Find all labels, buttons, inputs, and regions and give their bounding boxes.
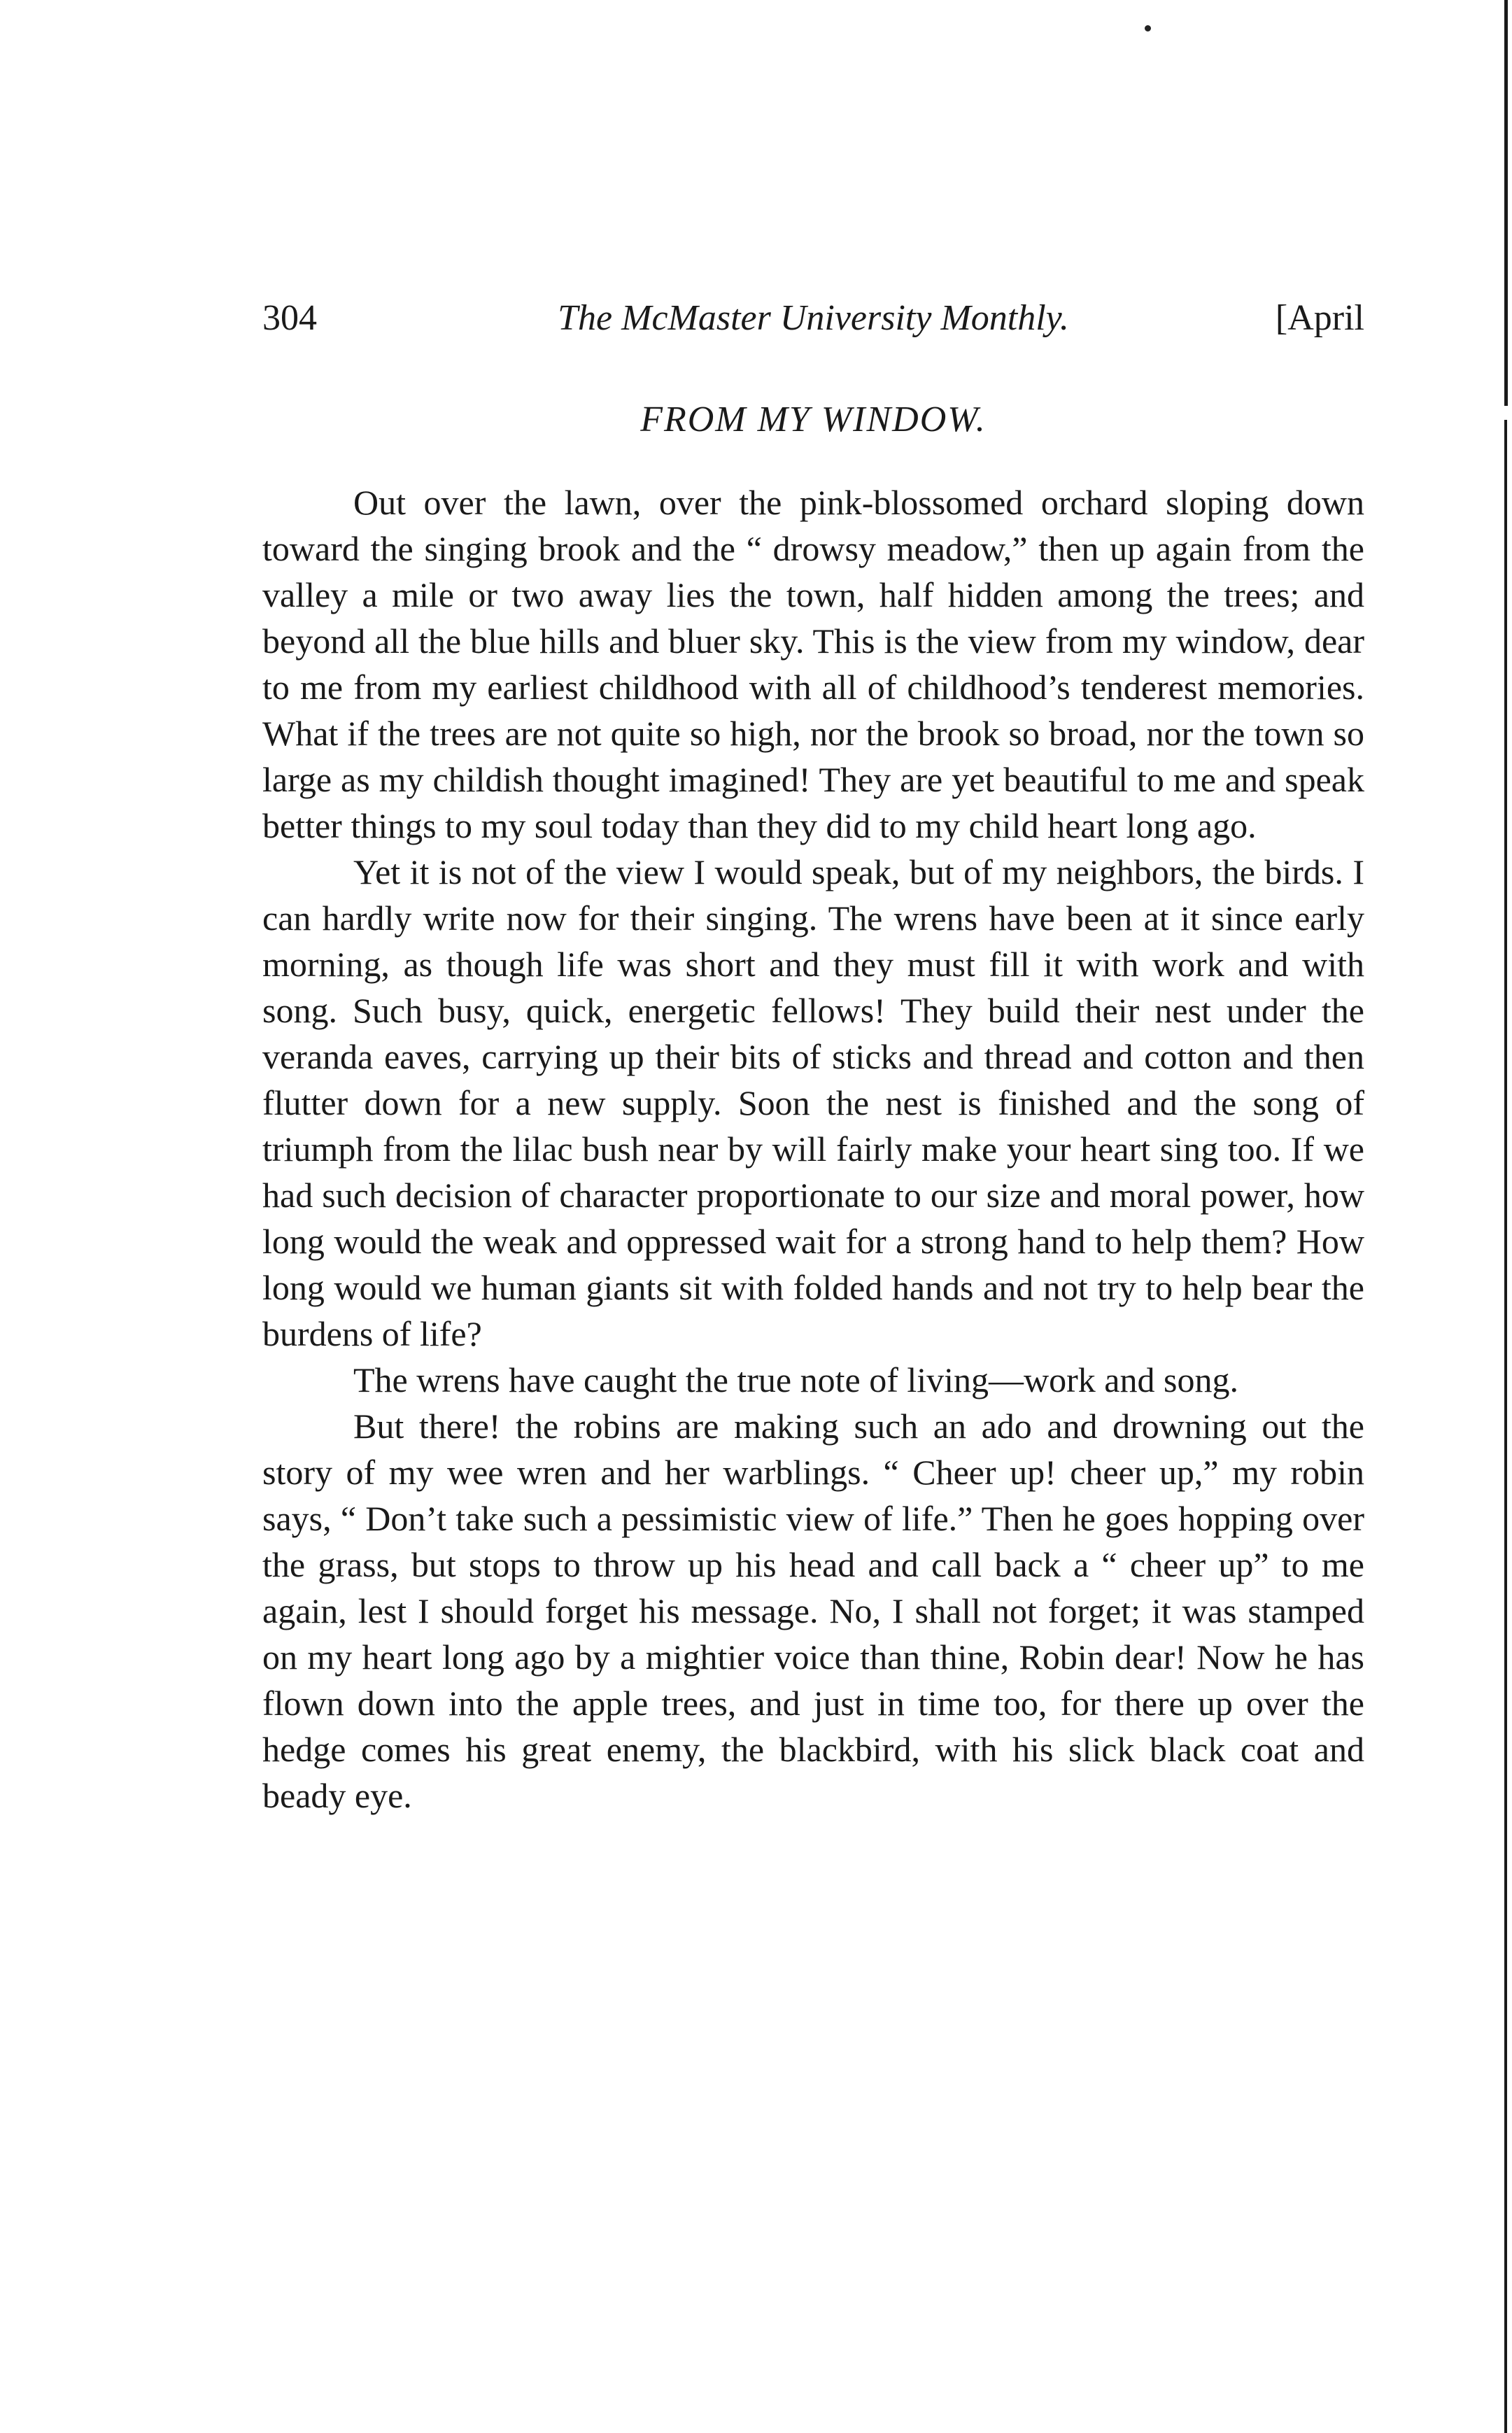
paragraph-1: Out over the lawn, over the pink-blossomed orchard sloping down toward the singing brook and the “ drowsy meadow,” then up again from the valley a mile or two away lies the town, half hidden among the trees; and beyond all the blue hills and bluer sky. This is the view from my window, dear to me from my earliest childhood with all of childhood’s tenderest memories. What if the trees are not quite so high, nor the brook so broad, nor the town so large as my childish thought imagined! They are yet beautiful to me and speak better things to my soul today than they did to my child heart long ago. xyxy=(262,483,1364,845)
page-edge-rule-bottom xyxy=(1504,420,1507,2433)
issue-month: [April xyxy=(1275,298,1364,338)
article-title: FROM MY WINDOW. xyxy=(640,400,987,439)
page-edge-rule-top xyxy=(1504,0,1508,406)
journal-title: The McMaster University Monthly. xyxy=(558,298,1069,338)
running-head xyxy=(262,287,1364,350)
paragraph-4: But there! the robins are making such an ado and drowning out the story of my wee wren and her warblings. “ Cheer up! cheer up,” my robin says, “ Don’t take such a pessimistic view of life.” Then he goes hopping over the grass, but stops to throw up his head and call back a “ cheer up” to me again, lest I should forget his message. No, I shall not forget; it was stamped on my heart long ago by a mightier voice than thine, Robin dear! Now he has flown down into the apple trees, and just in time too, for there up over the hedge comes his great enemy, the blackbird, with his slick black coat and beady eye. xyxy=(262,1406,1364,1815)
article-body xyxy=(262,479,1364,1819)
ink-speck xyxy=(1145,25,1151,31)
page-number: 304 xyxy=(262,298,317,338)
paragraph-2: Yet it is not of the view I would speak, but of my neighbors, the birds. I can hardly write now for their singing. The wrens have been at it since early morning, as though life was short and they must fill it with work and with song. Such busy, quick, energetic fellows! They build their nest under the veranda eaves, carrying up their bits of sticks and thread and cotton and then flutter down for a new supply. Soon the nest is finished and the song of triumph from the lilac bush near by will fairly make your heart sing too. If we had such decision of character proportionate to our size and moral power, how long would the weak and oppressed wait for a strong hand to help them? How long would we human giants sit with folded hands and not try to help bear the burdens of life? xyxy=(262,852,1364,1353)
paragraph-3: The wrens have caught the true note of living—work and song. xyxy=(353,1360,1238,1399)
